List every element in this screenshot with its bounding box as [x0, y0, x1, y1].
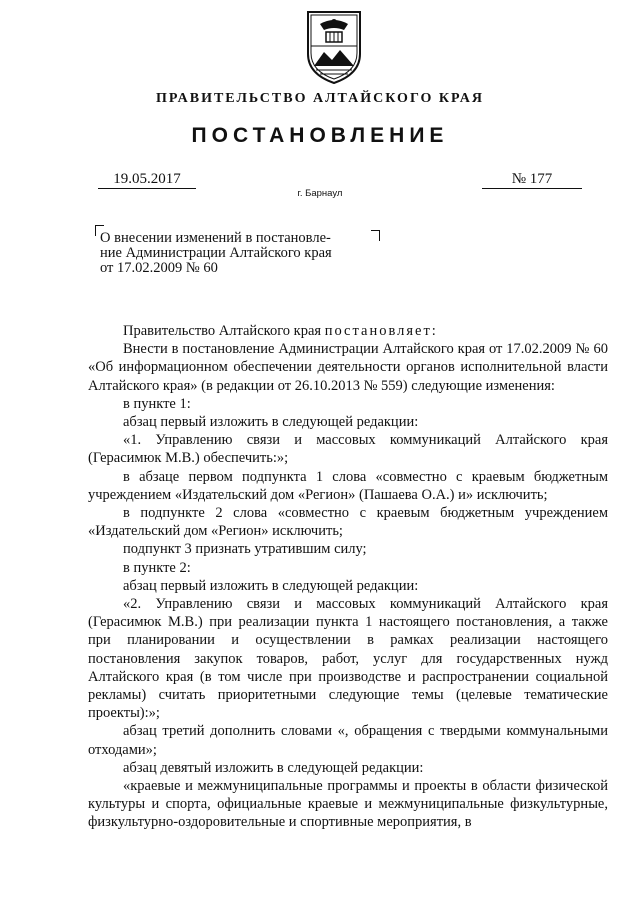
document-date: 19.05.2017: [98, 170, 196, 189]
document-body: [88, 322, 608, 832]
body-paragraph: абзац первый изложить в следующей редакции:: [123, 577, 419, 594]
intro-text: Правительство Алтайского края: [123, 323, 325, 339]
intro-spaced-word: постановляет: [324, 323, 432, 339]
body-paragraph: подпункт 3 признать утратившим силу;: [123, 541, 367, 558]
body-paragraph: «2. Управлению связи и массовых коммуникаций Алтайского края (Герасимюк М.В.) при реализации пункта 1 настоящего постановления, а также при планировании и осуществлении в рамках реализации настоящего постановления закупок товаров, работ, услуг для государственных нужд Алтайского края (в том числе при производстве и распространении социальной рекламы) считать приоритетными следующие темы (целевые тематические проекты):»;: [88, 596, 608, 722]
government-name: ПРАВИТЕЛЬСТВО АЛТАЙСКОГО КРАЯ: [155, 91, 485, 106]
intro-end: :: [431, 323, 436, 339]
coat-of-arms-emblem: [302, 8, 366, 86]
body-paragraph: «краевые и межмуниципальные программы и проекты в области физической культуры и спорта, официальные краевые и межмуниципальные физкультурные, физкультурно-оздоровительные и спортивные мероприятия, в: [88, 778, 608, 831]
body-paragraph: абзац девятый изложить в следующей редакции:: [123, 759, 424, 776]
subject-line: ние Администрации Алтайского края: [100, 245, 332, 261]
document-city: г. Барнаул: [297, 188, 343, 199]
document-number: № 177: [482, 170, 582, 189]
document-type-title: ПОСТАНОВЛЕНИЕ: [191, 124, 449, 147]
body-paragraph: «1. Управлению связи и массовых коммуникаций Алтайского края (Герасимюк М.В.) обеспечить:»;: [88, 432, 608, 467]
body-intro: [88, 322, 608, 340]
body-paragraph: абзац третий дополнить словами «, обращения с твердыми коммунальными отходами»;: [88, 723, 608, 758]
body-paragraph: абзац первый изложить в следующей редакции:: [123, 414, 419, 431]
body-paragraph: в пункте 2:: [123, 559, 191, 576]
body-paragraph: Внести в постановление Администрации Алтайского края от 17.02.2009 № 60 «Об информационном обеспечении деятельности органов исполнительной власти Алтайского края» (в редакции от 26.10.2013 № 559) следующие изменения:: [88, 341, 608, 394]
body-paragraph: в подпункте 2 слова «совместно с краевым бюджетным учреждением «Издательский дом «Регион» исключить;: [88, 505, 608, 540]
body-paragraph: в абзаце первом подпункта 1 слова «совместно с краевым бюджетным учреждением «Издательский дом «Регион» (Пашаева О.А.) и» исключить;: [88, 468, 608, 503]
document-subject: [100, 231, 390, 276]
body-paragraph: в пункте 1:: [123, 395, 191, 412]
subject-line: от 17.02.2009 № 60: [100, 260, 218, 276]
subject-line: О внесении изменений в постановле-: [100, 230, 331, 246]
